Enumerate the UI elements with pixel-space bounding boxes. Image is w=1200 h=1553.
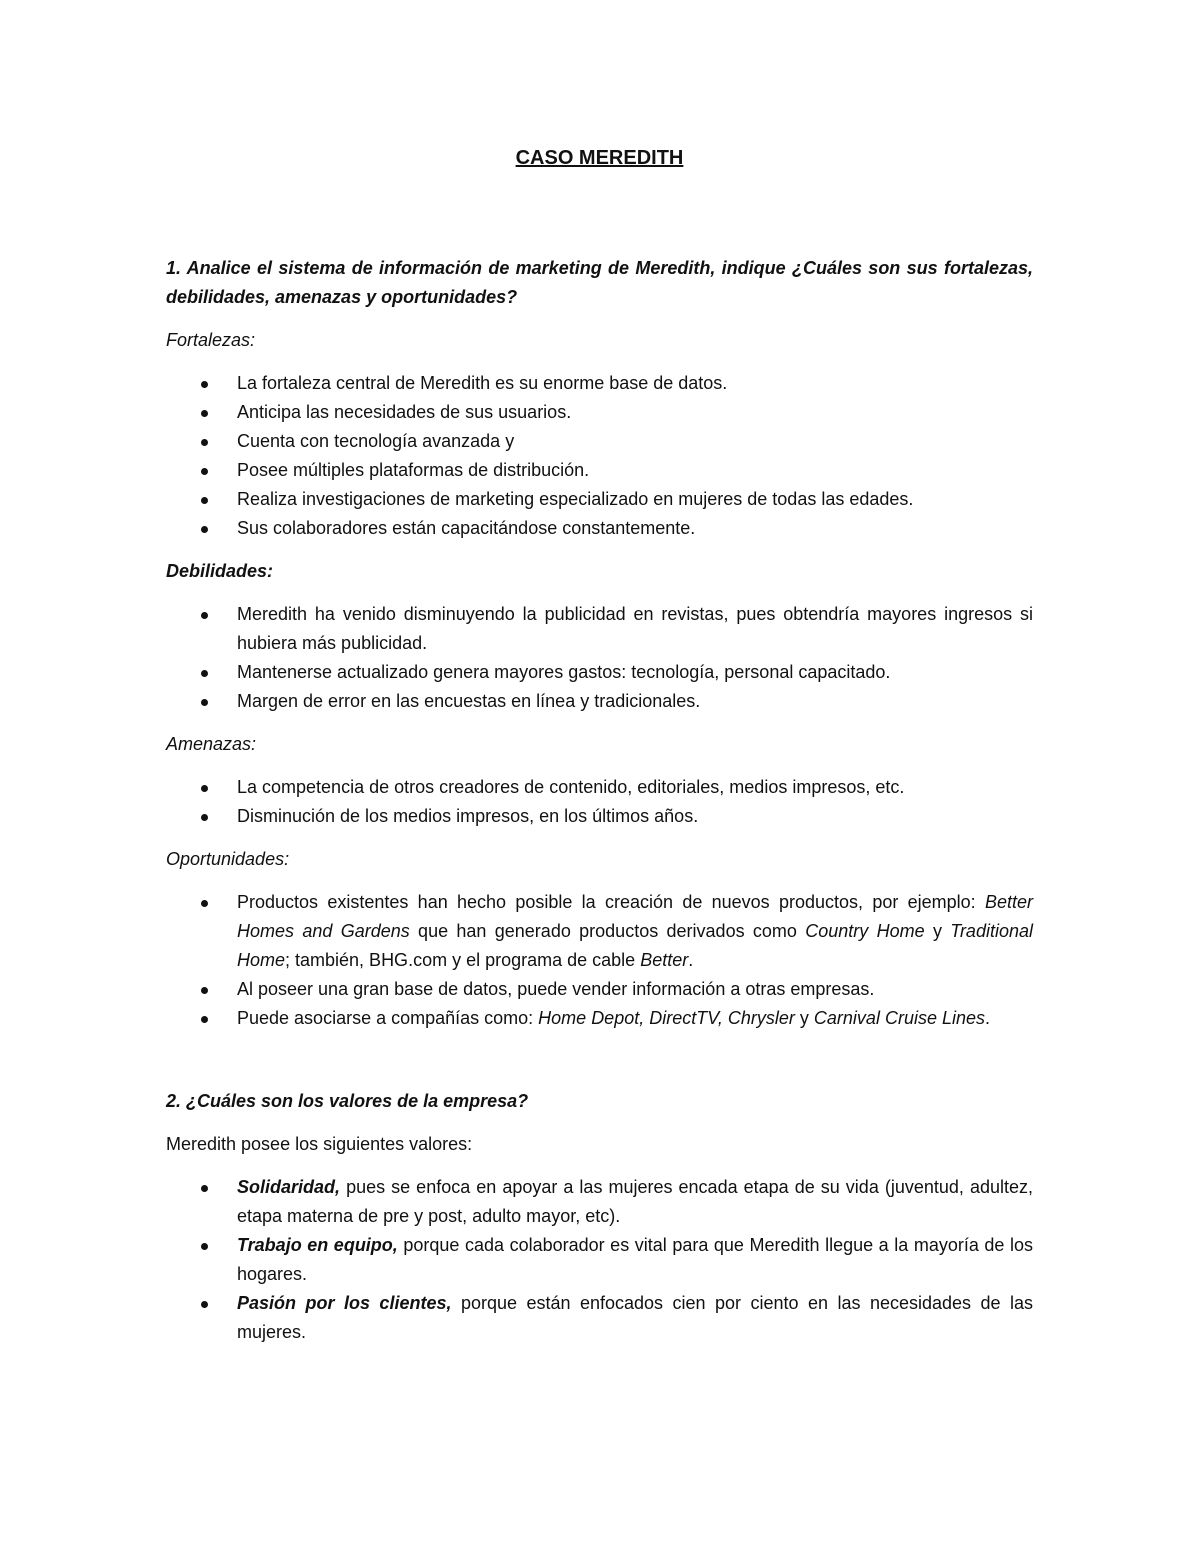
text-run: . [688,950,694,970]
section-label-amenazas: Amenazas: [166,734,257,754]
text-run: y [794,1008,814,1028]
list-item: Meredith ha venido disminuyendo la publicidad en revistas, pues obtendría mayores ingresos si hubiera más publicidad. [166,600,1033,658]
list-item: La fortaleza central de Meredith es su enorme base de datos. [166,369,1033,398]
text-run: ; también, BHG.com y el programa de cable [285,950,641,970]
list-item [166,1231,1033,1289]
page-title: CASO MEREDITH [515,147,684,169]
text-run: y [924,921,951,941]
list-item: Anticipa las necesidades de sus usuarios. [166,398,1033,427]
text-run-italic: Home Depot, DirectTV, Chrysler [538,1008,795,1028]
text-run-italic: Country Home [805,921,925,941]
list-fortalezas [166,369,1033,543]
value-name: Trabajo en equipo, [237,1235,398,1255]
value-desc: porque están enfocados cien por ciento en las necesidades de las mujeres. [237,1293,1033,1342]
list-item: Margen de error en las encuestas en línea y tradicionales. [166,687,1033,716]
document-content [166,138,1033,1361]
text-run: Productos existentes han hecho posible la creación de nuevos productos, por ejemplo: [237,892,985,912]
question-2: 2. ¿Cuáles son los valores de la empresa? [166,1091,529,1111]
list-amenazas [166,773,1033,831]
spacer [166,1047,1033,1087]
value-name: Pasión por los clientes, [237,1293,452,1313]
section-label-fortalezas: Fortalezas: [166,330,256,350]
list-item: La competencia de otros creadores de contenido, editoriales, medios impresos, etc. [166,773,1033,802]
list-item: Realiza investigaciones de marketing especializado en mujeres de todas las edades. [166,485,1033,514]
list-item [166,1289,1033,1347]
text-run-italic: Carnival Cruise Lines [813,1008,985,1028]
list-oportunidades [166,888,1033,1033]
text-run: Puede asociarse a compañías como: [237,1008,539,1028]
text-run-italic: Traditional Home [237,921,1033,970]
list-item: Cuenta con tecnología avanzada y [166,427,1033,456]
text-run: . [985,1008,991,1028]
list-item [166,1173,1033,1231]
question-1: 1. Analice el sistema de información de marketing de Meredith, indique ¿Cuáles son sus fortalezas, debilidades, amenazas y oportunidades? [166,258,1033,307]
value-desc: porque cada colaborador es vital para que Meredith llegue a la mayoría de los hogares. [237,1235,1033,1284]
list-item: Al poseer una gran base de datos, puede vender información a otras empresas. [166,975,1033,1004]
value-name: Solidaridad, [237,1177,341,1197]
list-item: Posee múltiples plataformas de distribución. [166,456,1033,485]
text-run: que han generado productos derivados como [409,921,806,941]
text-run-italic: Better [640,950,689,970]
value-desc: pues se enfoca en apoyar a las mujeres encada etapa de su vida (juventud, adultez, etapa materna de pre y post, adulto mayor, etc). [237,1177,1033,1226]
section-label-oportunidades: Oportunidades: [166,849,290,869]
list-item [166,888,1033,975]
values-intro: Meredith posee los siguientes valores: [166,1134,473,1154]
text-run-italic: Better Homes and Gardens [237,892,1033,941]
list-item: Mantenerse actualizado genera mayores gastos: tecnología, personal capacitado. [166,658,1033,687]
list-valores [166,1173,1033,1347]
list-debilidades [166,600,1033,716]
section-label-debilidades: Debilidades: [166,561,274,581]
list-item: Sus colaboradores están capacitándose constantemente. [166,514,1033,543]
list-item [166,1004,1033,1033]
list-item: Disminución de los medios impresos, en los últimos años. [166,802,1033,831]
